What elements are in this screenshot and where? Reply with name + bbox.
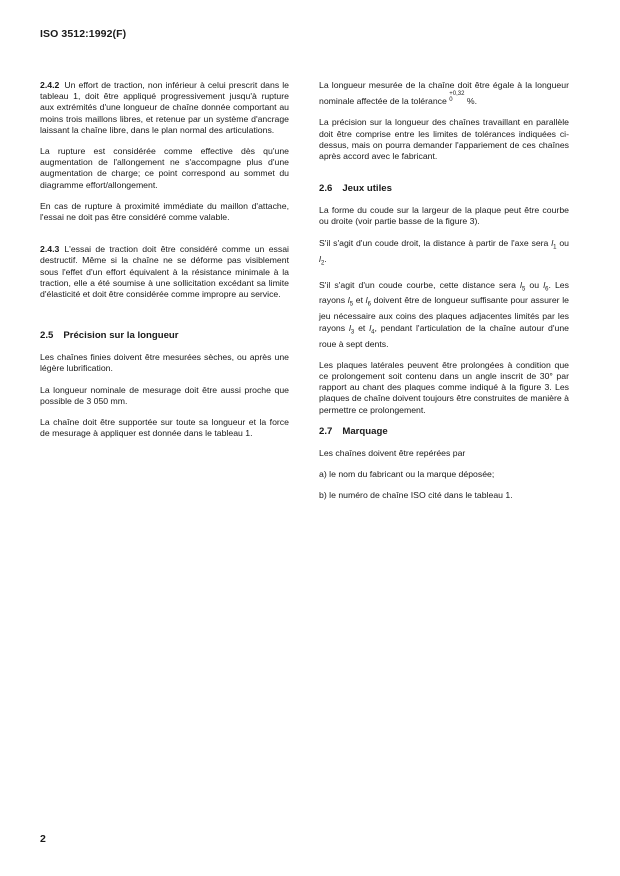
paragraph-coude-courbe: S'il s'agit d'un coude courbe, cette distance sera $l_5$ ou $l_6$. Les rayons $l_5$ et $l_6$ doivent être de longueur suffisante pour assurer le jeu nécessaire aux coins des plaques adjacentes limités par les rayons $l_3$ et $l_4$, pendant l'articulation de la chaîne autour d'une roue à sept dents. xyxy=(319,279,569,349)
section-heading-2-6 xyxy=(319,183,569,195)
clause-2-4-3 xyxy=(40,244,289,300)
paragraph: Les chaînes doivent être repérées par xyxy=(319,447,466,458)
clause-text: L'essai de traction doit être considéré comme un essai destructif. Même si la chaîne ne se déforme pas visiblement sous l'effet d'un effort équivalent à la résistance minimale à la traction, elle a été soumise à une sollicitation excédant sa limite d'élasticité et doit être considérée comme impropre au service. xyxy=(40,244,289,300)
section-heading-2-5 xyxy=(40,330,289,342)
page-number: 2 xyxy=(40,833,46,845)
standard-header: ISO 3512:1992(F) xyxy=(40,28,127,40)
section-number: 2.7 xyxy=(319,425,333,437)
section-title: Marquage xyxy=(342,425,388,437)
list-item: b) le numéro de chaîne ISO cité dans le tableau 1. xyxy=(319,490,513,501)
paragraph-precision: La précision sur la longueur des chaînes travaillant en parallèle doit être comprise entre les limites de tolérances indiquées ci-dessus, mais on pourra demander l'appariement de ces chaînes après accord avec le fabricant. xyxy=(319,117,569,162)
clause-text: Un effort de traction, non inférieur à celui prescrit dans le tableau 1, doit être appliqué progressivement jusqu'à rupture aux extrémités d'une longueur de chaîne donnée comportant au moins trois maillons libres, et retenue par un système d'ancrage laissant la chaîne libre, dans le plan normal des articulations. xyxy=(40,80,289,135)
paragraph-coude-droit: S'il s'agit d'un coude droit, la distance à partir de l'axe sera $l_1$ ou $l_2$. xyxy=(319,237,569,267)
left-column xyxy=(40,80,289,449)
right-column xyxy=(319,80,569,511)
paragraph: La chaîne doit être supportée sur toute sa longueur et la force de mesurage à appliquer est donnée dans le tableau 1. xyxy=(40,417,289,439)
paragraph-rupture: La rupture est considérée comme effective dès qu'une augmentation de l'allongement ne s'accompagne plus d'une augmentation de charge; ce point correspond au sommet du diagramme effort/allongement. xyxy=(40,146,289,190)
clause-number: 2.4.2 xyxy=(40,80,60,90)
section-number: 2.5 xyxy=(40,330,54,342)
clause-2-4-2 xyxy=(40,80,289,136)
section-heading-2-7 xyxy=(319,426,569,438)
tolerance-unit: %. xyxy=(466,96,477,107)
tolerance-upper: +0,32 xyxy=(449,91,465,98)
paragraph-longueur xyxy=(319,80,569,107)
paragraph: Les plaques latérales peuvent être prolongées à condition que ce prolongement soit contenu dans un angle inscrit de 30° par rapport au chant des plaques comme indiqué à la figure 3. Les plaques de chaîne doivent toujours être construites de manière à permettre ce prolongement. xyxy=(319,359,569,415)
clause-number: 2.4.3 xyxy=(40,244,60,255)
paragraph: La forme du coude sur la largeur de la plaque peut être courbe ou droite (voir partie basse de la figure 3). xyxy=(319,205,569,227)
section-title: Jeux utiles xyxy=(342,183,392,195)
list-item: a) le nom du fabricant ou la marque déposée; xyxy=(319,468,495,479)
section-title: Précision sur la longueur xyxy=(63,330,179,342)
paragraph: La longueur nominale de mesurage doit être aussi proche que possible de 3 050 mm. xyxy=(40,384,289,406)
paragraph-maillon: En cas de rupture à proximité immédiate du maillon d'attache, l'essai ne doit pas être considéré comme valable. xyxy=(40,200,289,223)
section-number: 2.6 xyxy=(319,183,333,195)
paragraph: Les chaînes finies doivent être mesurées sèches, ou après une légère lubrification. xyxy=(40,352,289,374)
tolerance xyxy=(449,91,464,103)
tolerance-lower: 0 xyxy=(449,97,453,104)
paragraph-text: La longueur mesurée de la chaîne doit être égale à la longueur nominale affectée de la tolérance xyxy=(319,80,569,107)
